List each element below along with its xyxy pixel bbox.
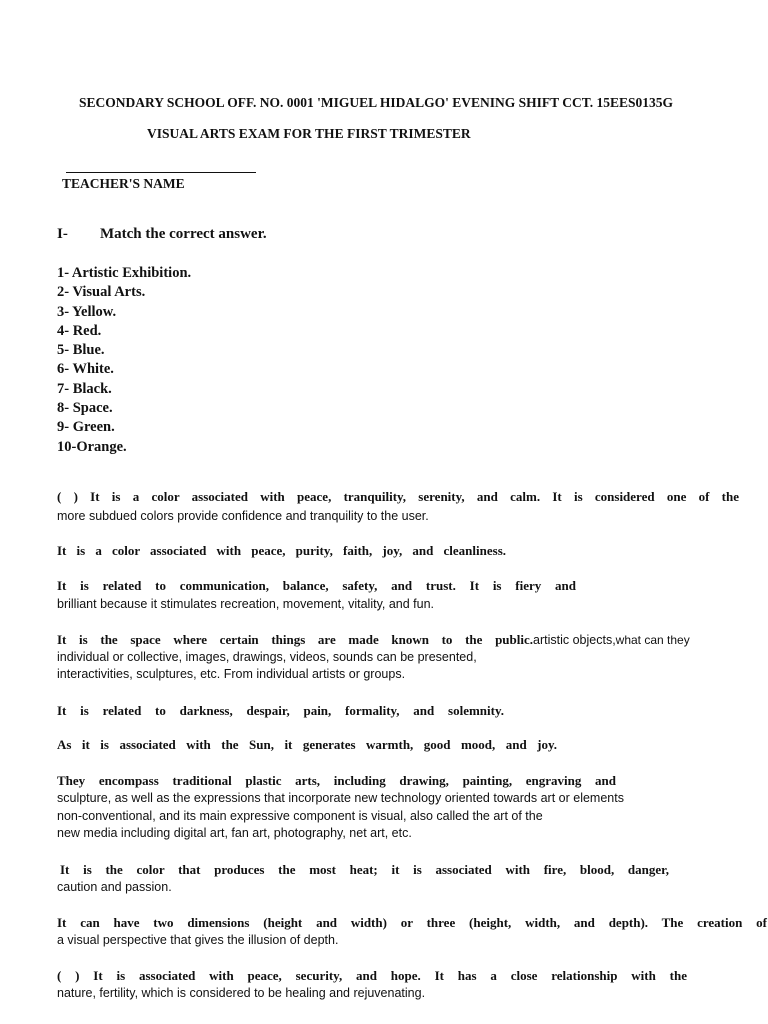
statement-2-line-1: It is a color associated with peace, purity, faith, joy, and cleanliness. bbox=[57, 543, 506, 558]
options-list bbox=[57, 264, 191, 457]
statement-4-line-3: interactivities, sculptures, etc. From individual artists or groups. bbox=[57, 667, 406, 681]
teacher-name-line bbox=[66, 172, 256, 173]
option-item: 7- Black. bbox=[57, 380, 112, 397]
option-item: 6- White. bbox=[57, 361, 114, 378]
statement-3-line-2: brilliant because it stimulates recreation, movement, vitality, and fun. bbox=[57, 597, 435, 611]
statement-3-line-1: It is related to communication, balance, safety, and trust. It is fiery and bbox=[57, 578, 576, 593]
option-item: 10-Orange. bbox=[57, 438, 127, 455]
teacher-name-label: TEACHER'S NAME bbox=[62, 176, 185, 191]
statement-4-part-a: artistic objects, bbox=[533, 633, 616, 647]
option-item: 2- Visual Arts. bbox=[57, 284, 146, 301]
statement-10-line-2: nature, fertility, which is considered to be healing and rejuvenating. bbox=[57, 986, 426, 1000]
statement-4-line-2: individual or collective, images, drawings, videos, sounds can be presented, bbox=[57, 650, 477, 664]
statement-9-line-2: a visual perspective that gives the illusion of depth. bbox=[57, 933, 339, 947]
statement-8-line-2: caution and passion. bbox=[57, 880, 172, 894]
statement-7-line-3: non-conventional, and its main expressive component is visual, also called the art of the bbox=[57, 809, 543, 823]
option-item: 8- Space. bbox=[57, 400, 113, 417]
statement-4-line-1 bbox=[57, 631, 697, 649]
statement-7-line-2: sculpture, as well as the expressions that incorporate new technology oriented towards art or elements bbox=[57, 791, 624, 805]
statement-4-bold-part: It is the space where certain things are made known to the public. bbox=[57, 632, 533, 647]
option-item: 5- Blue. bbox=[57, 342, 105, 359]
section-number: I- bbox=[57, 226, 68, 242]
statement-1-line-2: more subdued colors provide confidence and tranquility to the user. bbox=[57, 509, 429, 523]
option-item: 4- Red. bbox=[57, 322, 102, 339]
section-instruction: Match the correct answer. bbox=[100, 226, 267, 242]
statement-6-line-1: As it is associated with the Sun, it generates warmth, good mood, and joy. bbox=[57, 737, 557, 752]
statement-4-part-b: what can they bbox=[615, 633, 690, 647]
statement-10-line-1: ( ) It is associated with peace, security, and hope. It has a close relationship with the bbox=[57, 968, 687, 983]
statement-1-line-1: ( ) It is a color associated with peace, tranquility, serenity, and calm. It is considered one of the bbox=[57, 489, 739, 504]
statement-7-line-4: new media including digital art, fan art, photography, net art, etc. bbox=[57, 826, 412, 840]
statement-9-line-1: It can have two dimensions (height and width) or three (height, width, and depth). The creation of bbox=[57, 915, 767, 930]
school-header: SECONDARY SCHOOL OFF. NO. 0001 'MIGUEL HIDALGO' EVENING SHIFT CCT. 15EES0135G bbox=[79, 95, 673, 110]
option-item: 1- Artistic Exhibition. bbox=[57, 265, 192, 281]
statement-8-line-1: It is the color that produces the most heat; it is associated with fire, blood, danger, bbox=[60, 862, 669, 877]
exam-title: VISUAL ARTS EXAM FOR THE FIRST TRIMESTER bbox=[147, 126, 471, 141]
option-item: 3- Yellow. bbox=[57, 303, 117, 320]
statement-7-line-1: They encompass traditional plastic arts, including drawing, painting, engraving and bbox=[57, 773, 616, 788]
statement-5-line-1: It is related to darkness, despair, pain, formality, and solemnity. bbox=[57, 703, 504, 718]
option-item: 9- Green. bbox=[57, 419, 115, 436]
